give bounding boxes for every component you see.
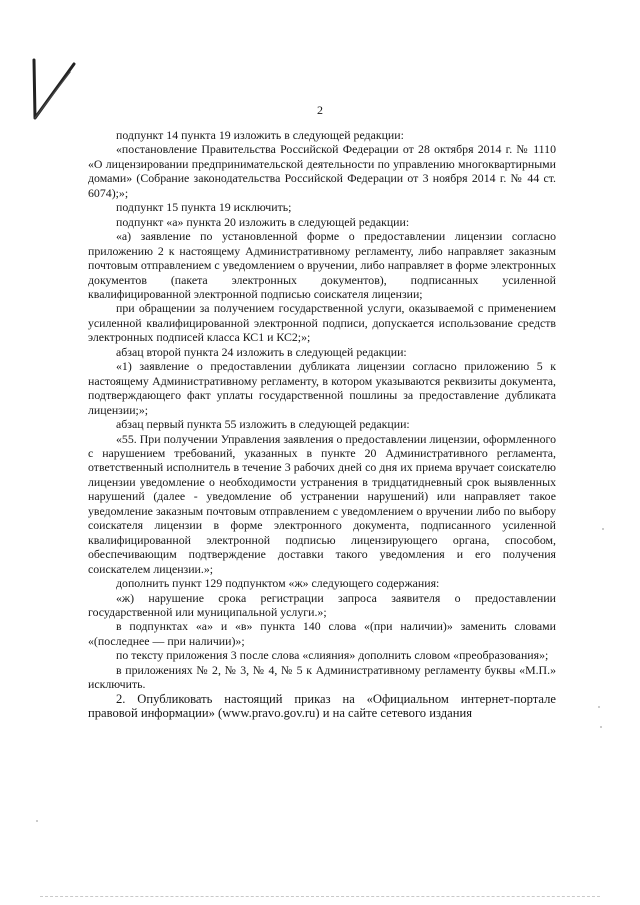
paragraph: в подпунктах «а» и «в» пункта 140 слова «(при наличии)» заменить словами «(последнее — при наличии)»; — [88, 619, 556, 648]
scan-speck — [600, 726, 602, 728]
paragraph: подпункт 15 пункта 19 исключить; — [116, 200, 292, 215]
document-body — [88, 128, 556, 721]
paragraph: «ж) нарушение срока регистрации запроса заявителя о предоставлении государственной или муниципальной услуги.»; — [88, 590, 556, 619]
paragraph: «55. При получении Управления заявления о предоставлении лицензии, оформленного с нарушением требований, указанных в пункте 20 Административного регламента, ответственный исполнитель в течение 3 рабочих дней со дня их приема вручает соискателю лицензии уведомление о необходимости устранения в тридцатидневный срок выявленных нарушений (далее - уведомление об устранении нарушений) или направляет такое уведомление заказным почтовым отправлением с уведомлением о вручении либо по выбору соискателя лицензии в форме электронного документа, подписанного усиленной квалифицированной электронной подписью лицензирующего органа, способом, обеспечивающим подтверждение доставки такого уведомления и его получения соискателем лицензии.»; — [88, 431, 556, 576]
paragraph: по тексту приложения 3 после слова «слияния» дополнить словом «преобразования»; — [116, 648, 549, 663]
paragraph: абзац первый пункта 55 изложить в следующей редакции: — [116, 417, 410, 432]
page-number: 2 — [317, 103, 323, 117]
paragraph: при обращении за получением государственной услуги, оказываемой с применением усиленной квалифицированной электронной подписи, допускается использование средств электронных подписей класса КС1 и КС2;»; — [88, 301, 556, 345]
paragraph: подпункт «а» пункта 20 изложить в следующей редакции: — [116, 214, 410, 229]
scan-speck — [602, 528, 604, 530]
paragraph: «а) заявление по установленной форме о предоставлении лицензии согласно приложению 2 к настоящему Административному регламенту, либо направляет заказным почтовым отправлением с уведомлением о вручении, либо направляет в форме электронных документов (пакета электронных документов), подписанных усиленной квалифицированной электронной подписью соискателя лицензии; — [88, 229, 556, 301]
paragraph: абзац второй пункта 24 изложить в следующей редакции: — [116, 344, 407, 359]
paragraph: «постановление Правительства Российской Федерации от 28 октября 2014 г. № 1110 «О лицензировании предпринимательской деятельности по управлению многоквартирными домами» (Собрание законодательства Российской Федерации от 3 ноября 2014 г. № 44 ст. 6074);»; — [88, 142, 556, 200]
paragraph: подпункт 14 пункта 19 изложить в следующей редакции: — [116, 128, 404, 142]
paragraph: «1) заявление о предоставлении дубликата лицензии согласно приложению 5 к настоящему Административному регламенту, в котором указываются реквизиты документа, подтверждающего факт уплаты государственной пошлины за предоставление дубликата лицензии;»; — [88, 359, 556, 417]
paragraph: дополнить пункт 129 подпунктом «ж» следующего содержания: — [116, 576, 440, 591]
scan-edge-line — [40, 896, 600, 897]
paragraph: 2. Опубликовать настоящий приказ на «Официальном интернет-портале правовой информации» (www.pravo.gov.ru) и на сайте сетевого издания — [88, 691, 556, 721]
scan-speck — [598, 706, 600, 708]
paragraph: в приложениях № 2, № 3, № 4, № 5 к Административному регламенту буквы «М.П.» исключить. — [88, 662, 556, 692]
scan-speck — [36, 820, 38, 822]
